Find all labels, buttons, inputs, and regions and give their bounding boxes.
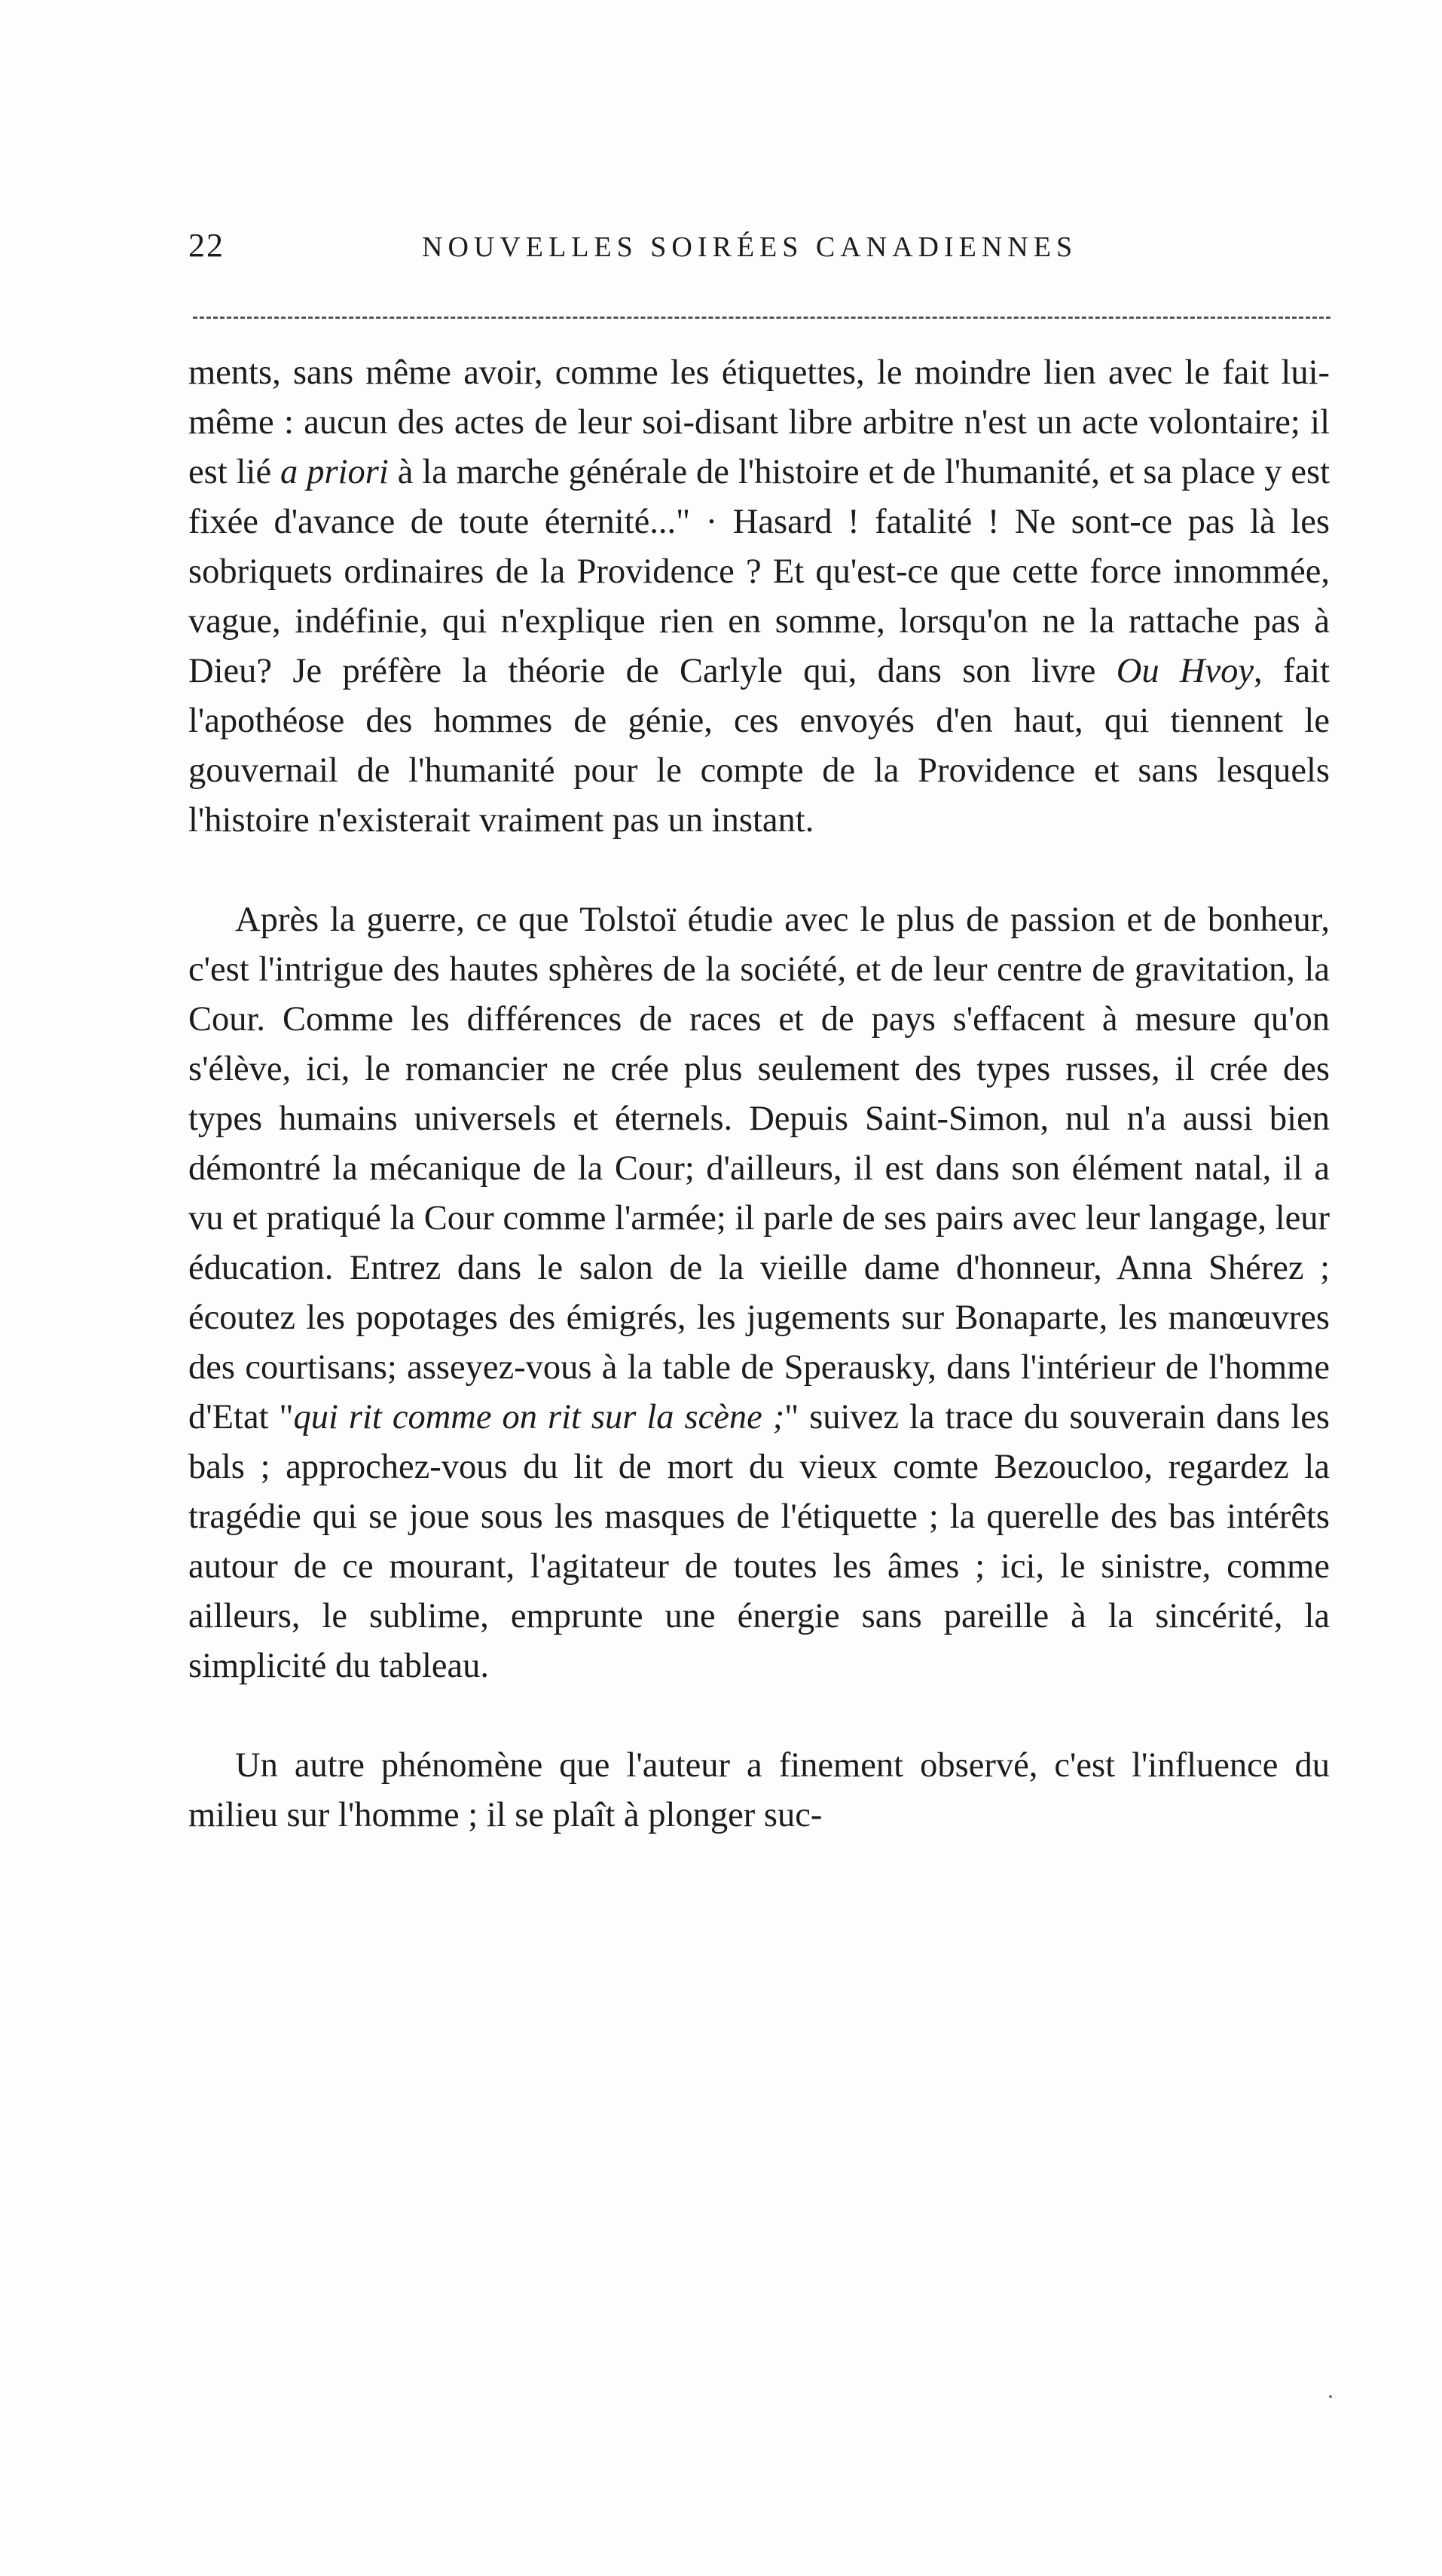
text-run: Un autre phénomène que l'auteur a finement observé, c'est l'influence du milieu sur l'homme ; il se plaît à plonger suc-	[188, 1746, 1330, 1834]
text-run: , fait l'apothéose des hommes de génie, ces envoyés d'en haut, qui tiennent le gouvernail de l'humanité pour le compte de la Providence et sans lesquels l'histoire n'existerait vraiment pas un instant.	[188, 652, 1330, 840]
print-speck	[1329, 2395, 1332, 2398]
paragraph-continued	[188, 348, 1330, 846]
paragraph	[188, 895, 1330, 1691]
page-number: 22	[188, 227, 225, 264]
text-run: ments, sans même avoir, comme les étiquettes, le moindre lien avec le fait lui-même : aucun des actes de leur soi-disant libre arbitre n'est un acte volontaire; il est lié	[188, 353, 1330, 491]
header-rule	[193, 317, 1330, 319]
text-run: à la marche générale de l'histoire et de l'humanité, et sa place y est fixée d'avance de toute éternité..." · Hasard ! fatalité ! Ne sont-ce pas là les sobriquets ordinaires de la Providence ? Et qu'est-ce que cette force innommée, vague, indéfinie, qui n'explique rien en somme, lorsqu'on ne la rattache pas à Dieu? Je préfère la théorie de Carlyle qui, dans son livre	[188, 453, 1330, 690]
running-title: NOUVELLES SOIRÉES CANADIENNES	[422, 231, 1078, 263]
body-text	[188, 348, 1330, 1840]
text-run: " suivez la trace du souverain dans les bals ; approchez-vous du lit de mort du vieux comte Bezoucloo, regardez la tragédie qui se joue sous les masques de l'étiquette ; la querelle des bas intérêts autour de ce mourant, l'agitateur de toutes les âmes ; ici, le sinistre, comme ailleurs, le sublime, emprunte une énergie sans pareille à la sincérité, la simplicité du tableau.	[188, 1398, 1330, 1685]
page-header	[188, 226, 1334, 286]
italic-quote: qui rit comme on rit sur la scène ;	[293, 1398, 785, 1436]
paragraph	[188, 1741, 1330, 1840]
text-run: Après la guerre, ce que Tolstoï étudie avec le plus de passion et de bonheur, c'est l'intrigue des hautes sphères de la société, et de leur centre de gravitation, la Cour. Comme les différences de races et de pays s'effacent à mesure qu'on s'élève, ici, le romancier ne crée plus seulement des types russes, il crée des types humains universels et éternels. Depuis Saint-Simon, nul n'a aussi bien démontré la mécanique de la Cour; d'ailleurs, il est dans son élément natal, il a vu et pratiqué la Cour comme l'armée; il parle de ses pairs avec leur langage, leur éducation. Entrez dans le salon de la vieille dame d'honneur, Anna Shérez ; écoutez les popotages des émigrés, les jugements sur Bonaparte, les manœuvres des courtisans; asseyez-vous à la table de Sperausky, dans l'intérieur de l'homme d'Etat "	[188, 901, 1330, 1436]
italic-phrase: a priori	[280, 453, 389, 491]
book-title: Ou Hvoy	[1116, 652, 1254, 690]
